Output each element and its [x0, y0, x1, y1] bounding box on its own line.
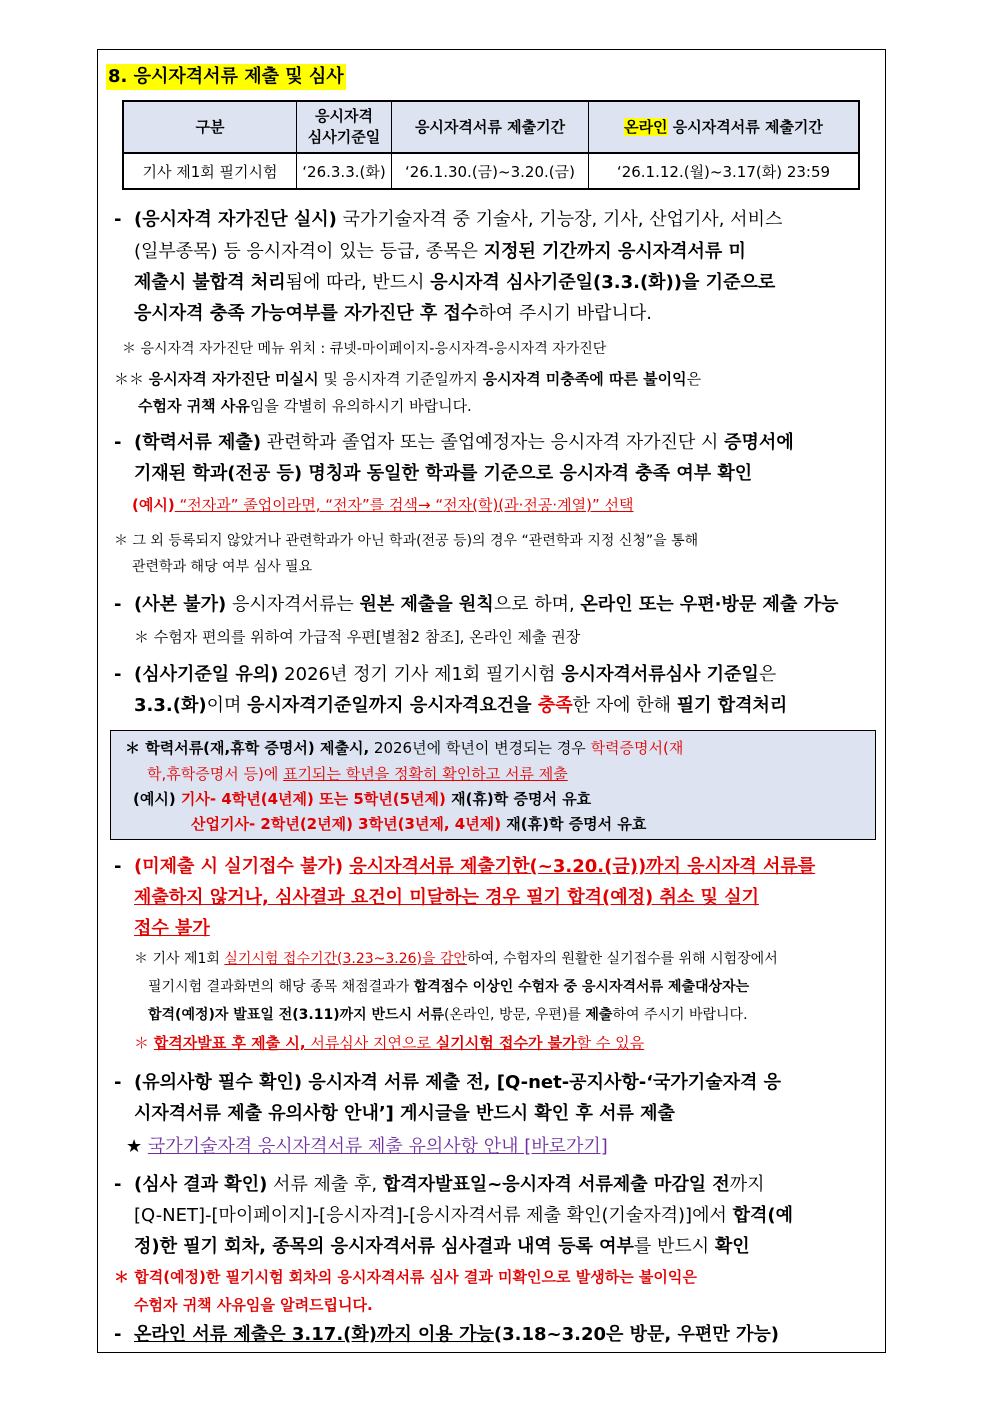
- p6-link-row: [126, 1132, 608, 1158]
- table-row: [123, 153, 859, 189]
- p7-line3: 정)한 필기 회차, 종목의 응시자격서류 심사결과 내역 등록 여부를 반드시 확인: [134, 1236, 750, 1257]
- cell-submission-period: ‘26.1.30.(금)~3.20.(금): [392, 153, 589, 189]
- p3-line1: - (사본 불가) 응시자격서류는 원본 제출을 원칙으로 하며, 온라인 또는 우편·방문 제출 가능: [114, 594, 839, 615]
- header-submission-period: 응시자격서류 제출기간: [392, 101, 589, 153]
- note-related-dept-l1: ＊ 그 외 등록되지 않았거나 관련학과가 아닌 학과(전공 등)의 경우 “관련학과 지정 신청”을 통해: [114, 533, 699, 549]
- p3-note: ＊ 수험자 편의를 위하여 가급적 우편[별첨2 참조], 온라인 제출 권장: [134, 628, 581, 646]
- caution-notice-link[interactable]: 국가기술자격 응시자격서류 제출 유의사항 안내 [바로가기]: [147, 1136, 608, 1157]
- document-page: [97, 49, 886, 1353]
- note-self-check-menu: ＊ 응시자격 자가진단 메뉴 위치 : 큐넷-마이페이지-응시자격-응시자격 자가진단: [122, 341, 607, 357]
- p5-line2: 제출하지 않거나, 심사결과 요건이 미달하는 경우 필기 합격(예정) 취소 및 실기: [134, 887, 759, 908]
- cell-category: 기사 제1회 필기시험: [123, 153, 297, 189]
- p2-line1: - (학력서류 제출) 관련학과 졸업자 또는 졸업예정자는 응시자격 자가진단 시 증명서에: [114, 432, 794, 453]
- header-category: 구분: [123, 101, 297, 153]
- p1-line2: (일부종목) 등 응시자격이 있는 등급, 종목은 지정된 기간까지 응시자격서류 미: [134, 241, 746, 262]
- note-related-dept-l2: 관련학과 해당 여부 심사 필요: [132, 559, 313, 575]
- section-title: 8. 응시자격서류 제출 및 심사: [106, 64, 346, 90]
- header-online-period: 온라인 응시자격서류 제출기간: [589, 101, 860, 153]
- box-line3: (예시) 기사- 4학년(4년제) 또는 5학년(5년제) 재(휴)학 증명서 유효: [133, 790, 592, 808]
- note-self-check-l1: ＊＊ 응시자격 자가진단 미실시 및 응시자격 기준일까지 응시자격 미충족에 따른 불이익은: [114, 370, 702, 388]
- p1-line3: 제출시 불합격 처리됨에 따라, 반드시 응시자격 심사기준일(3.3.(화))을 기준으로: [134, 272, 776, 293]
- p8-line: - 온라인 서류 제출은 3.17.(화)까지 이용 가능(3.18~3.20은 방문, 우편만 가능): [114, 1324, 779, 1345]
- note-self-check-l2: 수험자 귀책 사유임을 각별히 유의하시기 바랍니다.: [138, 397, 472, 415]
- schedule-table: [122, 100, 860, 190]
- cell-review-date: ‘26.3.3.(화): [297, 153, 392, 189]
- p5-line3: 접수 불가: [134, 918, 210, 939]
- p1-line1: - (응시자격 자가진단 실시) 국가기술자격 중 기술사, 기능장, 기사, 산업기사, 서비스: [114, 209, 783, 230]
- p7-note-l1: ＊ 합격(예정)한 필기시험 회차의 응시자격서류 심사 결과 미확인으로 발생하는 불이익은: [114, 1268, 697, 1286]
- cell-online-period: ‘26.1.12.(월)~3.17(화) 23:59: [589, 153, 860, 189]
- p5-line1: - (미제출 시 실기접수 불가) 응시자격서류 제출기한(~3.20.(금))까지 응시자격 서류를: [114, 856, 816, 877]
- p5-note4: ＊ 합격자발표 후 제출 시, 서류심사 지연으로 실기시험 접수가 불가할 수 있음: [134, 1034, 645, 1052]
- grade-note-box: [110, 730, 876, 840]
- p2-example: (예시) “전자과” 졸업이라면, “전자”를 검색→ “전자(학)(과·전공·계열)” 선택: [132, 496, 634, 514]
- p1-line4: 응시자격 충족 가능여부를 자가진단 후 접수하여 주시기 바랍니다.: [134, 303, 652, 324]
- p6-line1: - (유의사항 필수 확인) 응시자격 서류 제출 전, [Q-net-공지사항-‘국가기술자격 응: [114, 1072, 782, 1093]
- p5-note2: 필기시험 결과화면의 해당 종목 채점결과가 합격점수 이상인 수험자 중 응시자격서류 제출대상자는: [148, 979, 750, 995]
- box-line4: 산업기사- 2학년(2년제) 3학년(3년제, 4년제) 재(휴)학 증명서 유효: [191, 815, 647, 833]
- p6-line2: 시자격서류 제출 유의사항 안내’] 게시글을 반드시 확인 후 서류 제출: [134, 1103, 675, 1124]
- p7-line1: - (심사 결과 확인) 서류 제출 후, 합격자발표일~응시자격 서류제출 마감일 전까지: [114, 1174, 765, 1195]
- table-header-row: [123, 101, 859, 153]
- box-line1: ＊ 학력서류(재,휴학 증명서) 제출시, 2026년에 학년이 변경되는 경우 학력증명서(재: [125, 739, 684, 757]
- p4-line2: 3.3.(화)이며 응시자격기준일까지 응시자격요건을 충족한 자에 한해 필기 합격처리: [134, 695, 788, 716]
- p5-note1: ＊ 기사 제1회 실기시험 접수기간(3.23~3.26)을 감안하여, 수험자의 원활한 실기접수를 위해 시험장에서: [134, 951, 778, 967]
- p7-line2: [Q-NET]-[마이페이지]-[응시자격]-[응시자격서류 제출 확인(기술자격)]에서 합격(예: [134, 1205, 793, 1226]
- star-icon: ★: [126, 1136, 148, 1157]
- online-highlight: 온라인: [624, 117, 668, 136]
- header-review-date: 응시자격 심사기준일: [297, 101, 392, 153]
- p4-line1: - (심사기준일 유의) 2026년 정기 기사 제1회 필기시험 응시자격서류심사 기준일은: [114, 664, 777, 685]
- p2-line2: 기재된 학과(전공 등) 명칭과 동일한 학과를 기준으로 응시자격 충족 여부 확인: [134, 463, 753, 484]
- p7-note-l2: 수험자 귀책 사유임을 알려드립니다.: [134, 1296, 373, 1314]
- box-line2: 학,휴학증명서 등)에 표기되는 학년을 정확히 확인하고 서류 제출: [147, 765, 568, 783]
- p5-note3: 합격(예정)자 발표일 전(3.11)까지 반드시 서류(온라인, 방문, 우편)를 제출하여 주시기 바랍니다.: [148, 1007, 748, 1023]
